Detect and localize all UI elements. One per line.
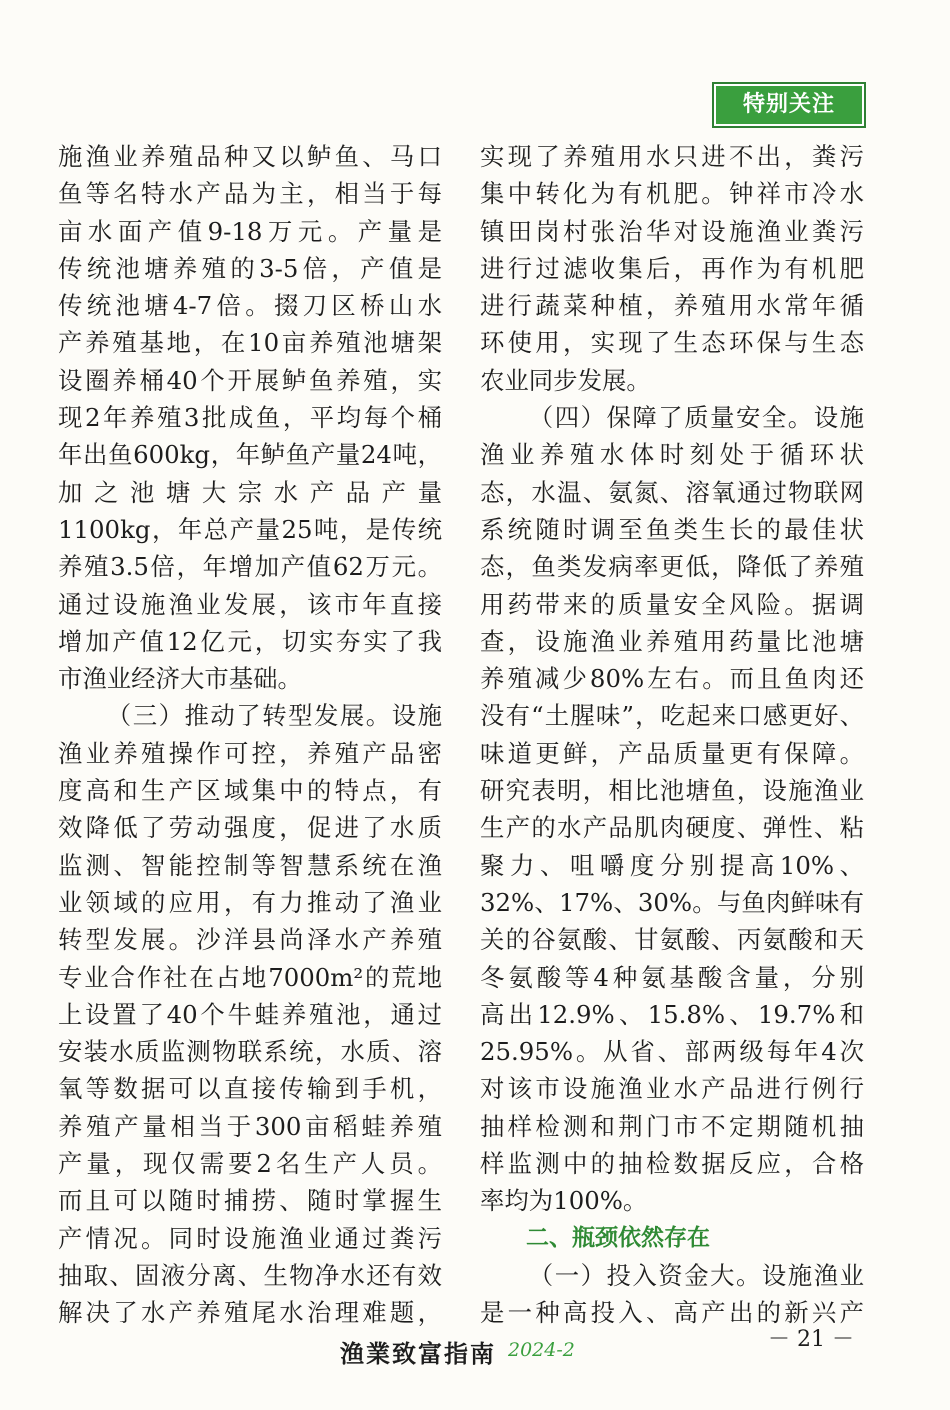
text-line: 安装水质监测物联系统，水质、溶 [58,1037,442,1067]
text-line: 25.95%。从省、部两级每年4次 [480,1037,864,1067]
text-line: 而且可以随时捕捞、随时掌握生 [58,1186,442,1216]
text-line: 镇田岗村张治华对设施渔业粪污 [480,216,864,246]
text-line: （三）推动了转型发展。设施 [106,701,442,731]
text-line: 高出12.9%、15.8%、19.7%和 [480,999,864,1029]
text-line: 施渔业养殖品种又以鲈鱼、马口 [58,142,442,171]
text-line: 对该市设施渔业水产品进行例行 [480,1074,864,1104]
magazine-title: 渔業致富指南 [340,1339,496,1368]
text-line: 用药带来的质量安全风险。据调 [480,589,864,619]
text-line: 样监测中的抽检数据反应，合格 [480,1149,864,1179]
text-line: 专业合作社在占地7000m²的荒地 [58,962,442,992]
text-line: 关的谷氨酸、甘氨酸、丙氨酸和天 [480,925,864,955]
text-line: 进行过滤收集后，再作为有机肥 [480,253,864,283]
text-line: 态，鱼类发病率更低，降低了养殖 [480,552,864,582]
text-line: 鱼等名特水产品为主，相当于每 [58,179,442,209]
text-line: 农业同步发展。 [480,365,651,395]
section-heading: 二、瓶颈依然存在 [526,1224,710,1251]
text-line: 年出鱼600kg，年鲈鱼产量24吨， [58,440,442,470]
text-line: 聚力、咀嚼度分别提高10%、 [480,850,864,880]
right-column [480,138,864,1332]
text-line: 解决了水产养殖尾水治理难题， [58,1298,442,1328]
text-line: 进行蔬菜种植，养殖用水常年循 [480,291,864,321]
text-line: 增加产值12亿元，切实夯实了我 [58,626,442,656]
text-line: 没有“土腥味”，吃起来口感更好、 [480,701,864,731]
text-line: 养殖减少80%左右。而且鱼肉还 [480,664,864,694]
page-number: － 21 － [768,1327,854,1352]
text-line: 实现了养殖用水只进不出，粪污 [480,142,864,171]
text-line: 抽样检测和荆门市不定期随机抽 [480,1111,864,1141]
text-line: 业领域的应用，有力推动了渔业 [58,887,442,917]
text-line: 上设置了40个牛蛙养殖池，通过 [58,999,442,1029]
text-line: 传统池塘4-7倍。掇刀区桥山水 [58,291,442,321]
text-line: 市渔业经济大市基础。 [58,664,302,694]
text-line: （四）保障了质量安全。设施 [528,403,864,433]
text-line: 冬氨酸等4种氨基酸含量，分别 [480,962,864,992]
text-line: 产量，现仅需要2名生产人员。 [58,1149,442,1179]
text-line: 研究表明，相比池塘鱼，设施渔业 [480,776,864,806]
text-line: 加之池塘大宗水产品产量 [58,477,442,507]
text-line: 氧等数据可以直接传输到手机， [58,1074,442,1104]
text-line: 亩水面产值9-18万元。产量是 [58,216,442,246]
text-line: 生产的水产品肌肉硬度、弹性、粘 [480,813,864,843]
text-line: 产养殖基地，在10亩养殖池塘架 [58,328,442,358]
text-line: 设圈养桶40个开展鲈鱼养殖，实 [58,365,442,395]
text-line: 渔业养殖操作可控，养殖产品密 [58,738,442,768]
left-column [58,138,442,1332]
text-line: 态，水温、氨氮、溶氧通过物联网 [480,477,864,507]
section-badge: 特别关注 [712,82,866,128]
text-line: 味道更鲜，产品质量更有保障。 [480,738,864,768]
text-line: 转型发展。沙洋县尚泽水产养殖 [58,925,442,955]
text-line: 产情况。同时设施渔业通过粪污 [58,1223,442,1253]
text-line: 通过设施渔业发展，该市年直接 [58,589,442,619]
text-line: 现2年养殖3批成鱼，平均每个桶 [58,403,442,433]
text-line: 监测、智能控制等智慧系统在渔 [58,850,442,880]
text-line: 1100kg，年总产量25吨，是传统 [58,514,442,544]
text-line: 度高和生产区域集中的特点，有 [58,776,442,806]
text-line: 抽取、固液分离、生物净水还有效 [58,1260,442,1290]
issue-number: 2024-2 [508,1339,575,1361]
text-line: 查，设施渔业养殖用药量比池塘 [480,626,864,656]
text-line: 养殖产量相当于300亩稻蛙养殖 [58,1111,442,1141]
text-line: 是一种高投入、高产出的新兴产 [480,1298,864,1328]
text-line: 养殖3.5倍，年增加产值62万元。 [58,552,442,582]
text-line: 效降低了劳动强度，促进了水质 [58,813,442,843]
text-line: 环使用，实现了生态环保与生态 [480,328,864,358]
text-line: 渔业养殖水体时刻处于循环状 [480,440,864,470]
text-line: 32%、17%、30%。与鱼肉鲜味有 [480,887,864,917]
text-line: （一）投入资金大。设施渔业 [528,1260,864,1290]
text-line: 传统池塘养殖的3-5倍，产值是 [58,253,442,283]
text-line: 率均为100%。 [480,1186,648,1216]
text-line: 系统随时调至鱼类生长的最佳状 [480,514,864,544]
text-line: 集中转化为有机肥。钟祥市冷水 [480,179,864,209]
